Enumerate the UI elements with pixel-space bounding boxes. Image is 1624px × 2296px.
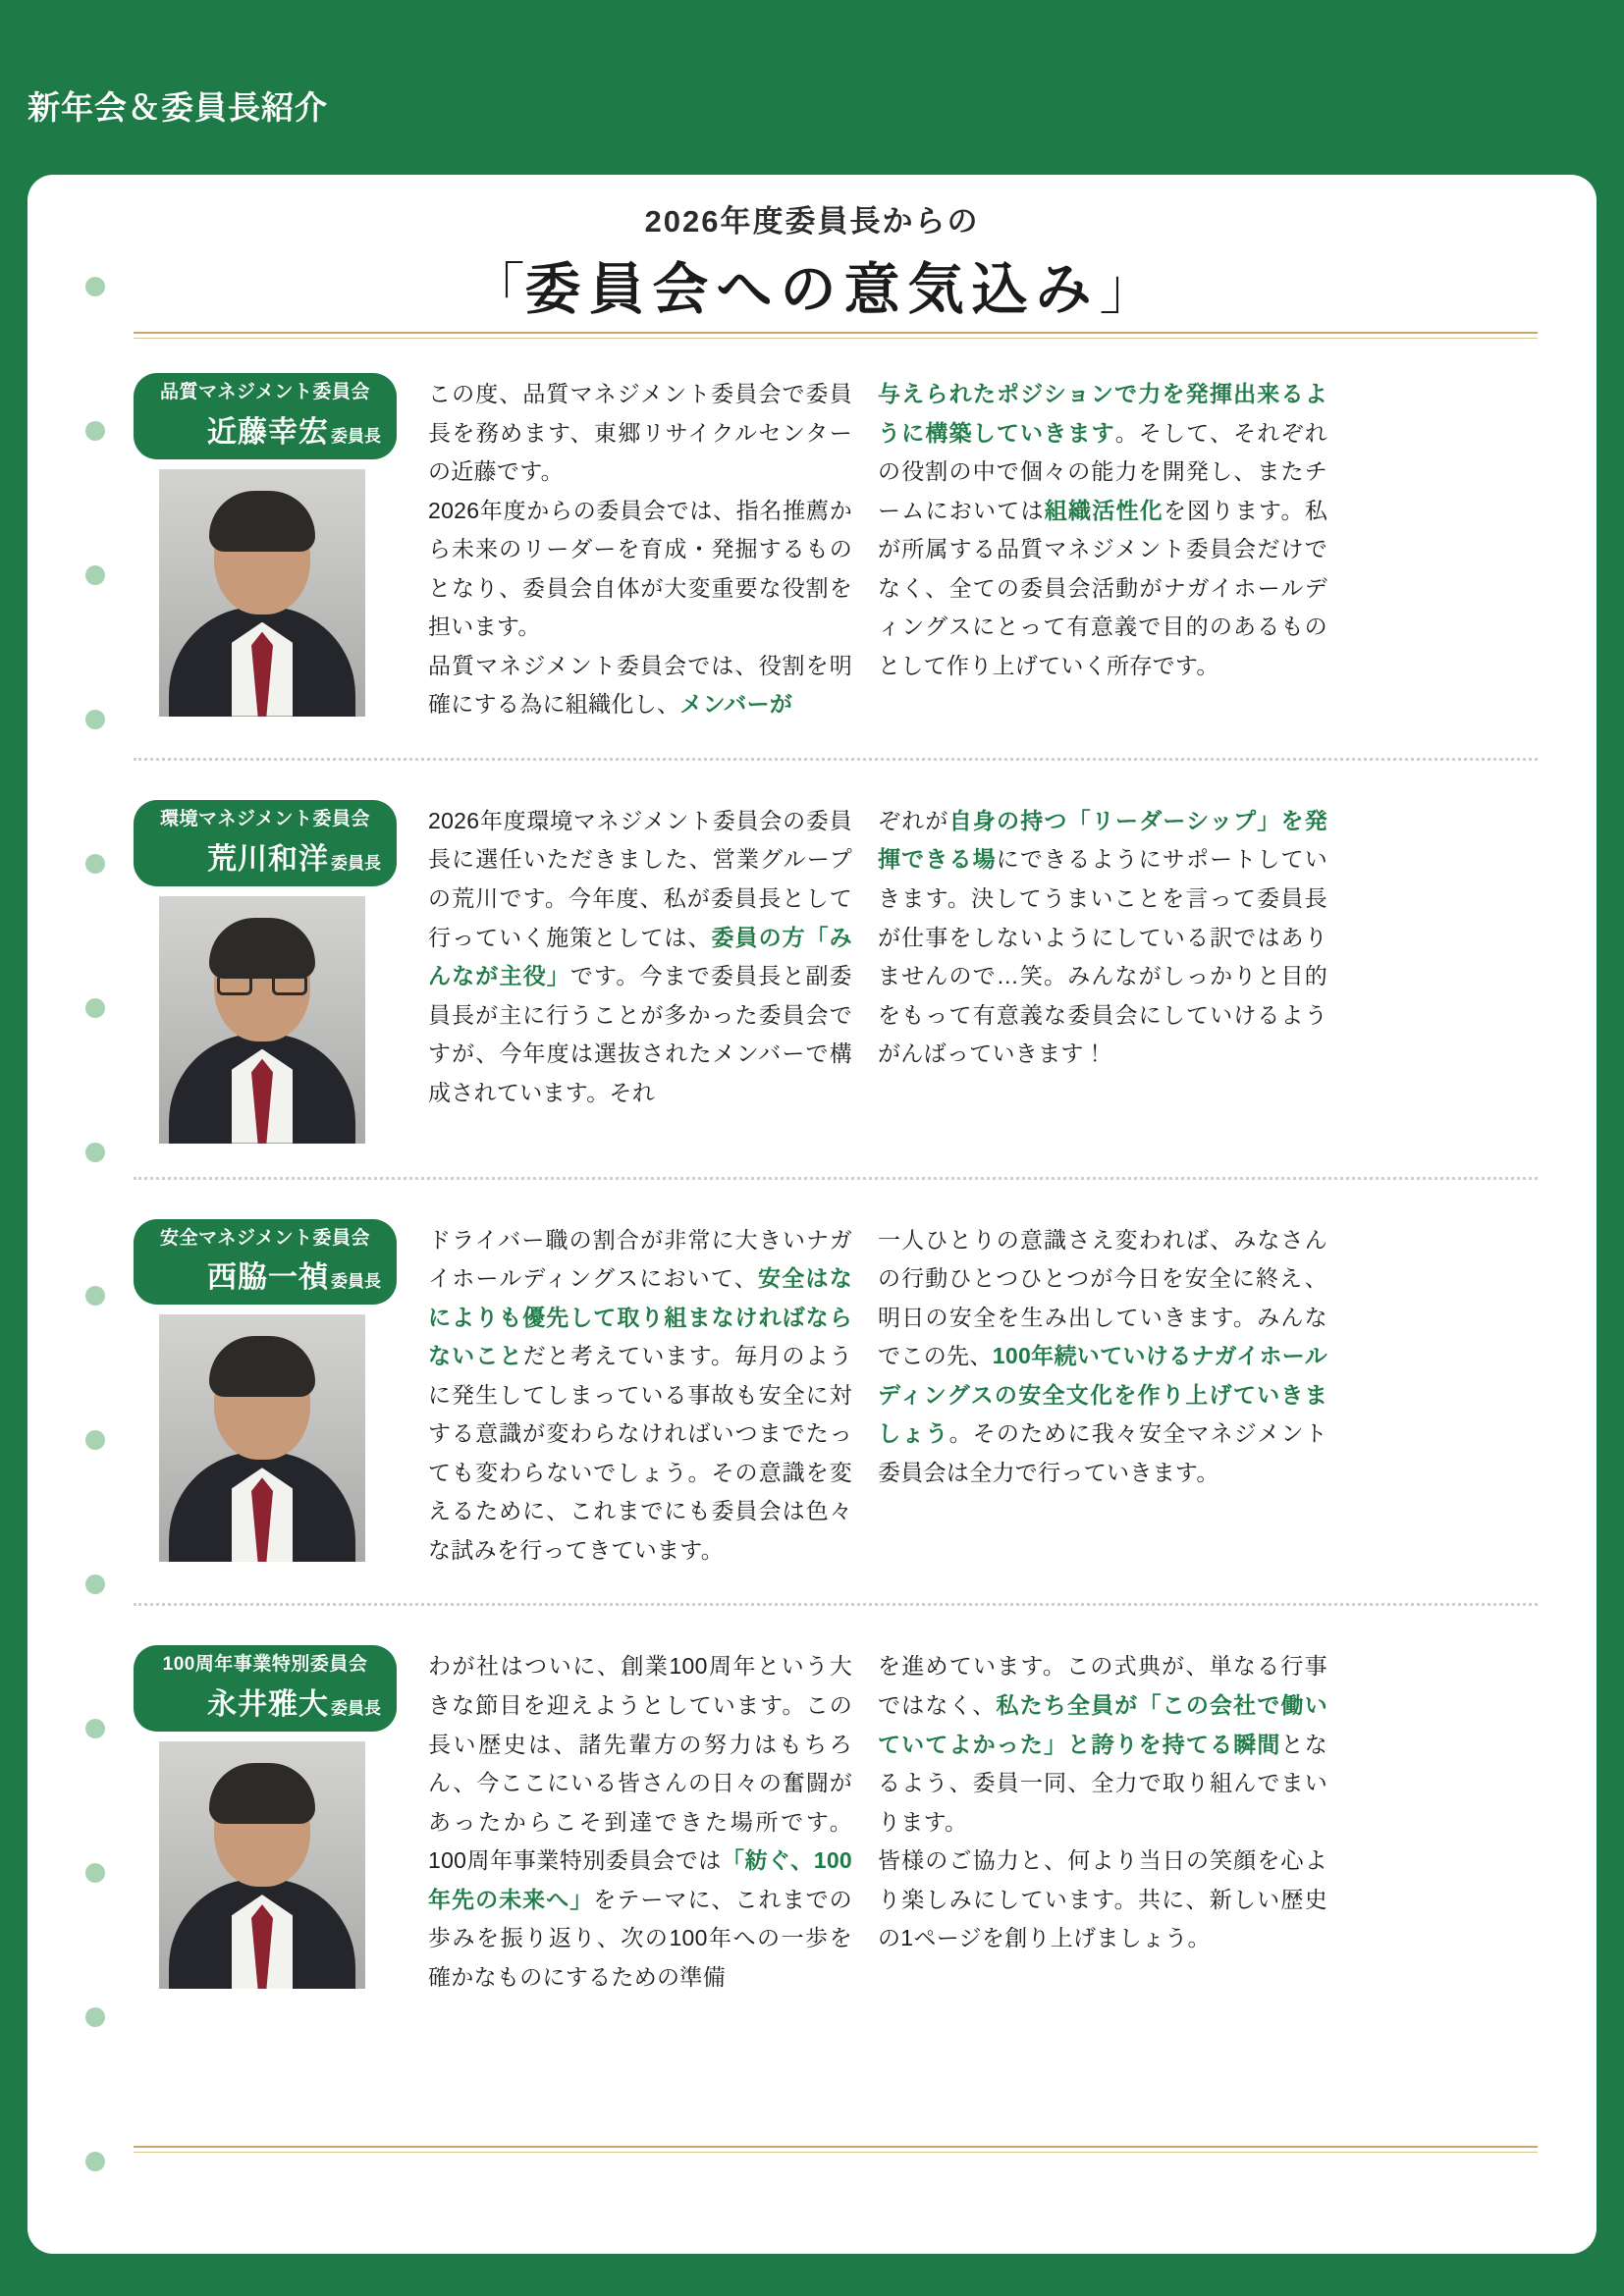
rail-dot xyxy=(85,1143,105,1162)
committee-name: 100周年事業特別委員会 xyxy=(162,1654,368,1676)
body-text: 。そのために我々安全マネジメント委員会は全力で行っていきます。 xyxy=(878,1420,1327,1485)
highlighted-text: 委員の方「みんなが主役」 xyxy=(428,924,852,989)
committee-badge xyxy=(134,800,397,886)
person-name-row xyxy=(149,1680,381,1723)
highlighted-text: 自身の持つ「リーダーシップ」を発揮できる場 xyxy=(878,807,1327,873)
person-name-row xyxy=(149,834,381,878)
committee-entry xyxy=(134,794,1538,1144)
rail-dot xyxy=(85,421,105,441)
body-text: 。そして、それぞれの役割の中で個々の能力を開発し、またチームにおいては xyxy=(878,419,1327,523)
rail-dot xyxy=(85,1575,105,1594)
rail-dot xyxy=(85,1863,105,1883)
committee-entry xyxy=(134,1639,1538,1997)
entry-separator xyxy=(134,758,1538,761)
divider-bottom xyxy=(134,2146,1538,2153)
rail-dot xyxy=(85,854,105,874)
committee-entry xyxy=(134,1213,1538,1571)
committee-badge xyxy=(134,1645,397,1732)
entry-columns xyxy=(428,1213,1538,1571)
title-block xyxy=(27,196,1597,325)
entry-text-column xyxy=(428,1647,878,1997)
person-block xyxy=(134,794,428,1144)
highlighted-text: 安全はなによりも優先して取り組まなければならないこと xyxy=(428,1265,853,1369)
entry-text-column xyxy=(878,802,1327,1112)
highlighted-text: 100年続いていけるナガイホールディングスの安全文化を作り上げていきましょう xyxy=(878,1343,1327,1447)
entry-text-column xyxy=(428,375,878,724)
highlighted-text: 組織活性化 xyxy=(1044,497,1164,523)
highlighted-text: 私たち全員が「この会社で働いていてよかった」と誇りを持てる瞬間 xyxy=(878,1692,1327,1757)
body-text: この度、品質マネジメント委員会で委員長を務めます、東郷リサイクルセンターの近藤です。 2026年度からの委員会では、指名推薦から未来のリーダーを育成・発掘するものとなり、委員会自体が大変重要な役割を担います。 品質マネジメント委員会では、役割を明確にする為に組織化し、 xyxy=(428,381,852,718)
person-photo xyxy=(159,1741,365,1989)
title-main-text: 委員会への意気込み xyxy=(524,256,1100,322)
body-text: 一人ひとりの意識さえ変われば、みなさんの行動ひとつひとつが今日を安全に終え、明日の安全を生み出していきます。みんなでこの先、 xyxy=(878,1226,1327,1369)
person-name-row xyxy=(149,1253,381,1296)
page-title: 新年会＆委員長紹介 xyxy=(27,89,328,126)
body-text: ぞれが xyxy=(878,807,949,833)
body-text: となるよう、委員一同、全力で取り組んでまいります。 皆様のご協力と、何より当日の笑顔を心より楽しみにしています。共に、新しい歴史の1ページを創り上げましょう。 xyxy=(878,1731,1327,1951)
entry-text-column xyxy=(428,1221,878,1571)
person-name: 荒川和洋 xyxy=(207,842,329,876)
committee-badge xyxy=(134,373,397,459)
entry-text-column xyxy=(878,1647,1327,1997)
body-text: を図ります。私が所属する品質マネジメント委員会だけでなく、全ての委員会活動がナガイホールディングスにとって有意義で目的のあるものとして作り上げていく所存です。 xyxy=(878,497,1327,678)
person-photo xyxy=(159,1314,365,1562)
body-text: をテーマに、これまでの歩みを振り返り、次の100年への一歩を確かなものにするための準備 xyxy=(428,1886,852,1990)
person-role: 委員長 xyxy=(331,853,381,873)
rail-dot xyxy=(85,565,105,585)
committee-entry-list xyxy=(134,367,1538,1997)
entry-columns xyxy=(428,794,1538,1112)
entry-columns xyxy=(428,367,1538,724)
rail-dot xyxy=(85,2007,105,2027)
committee-name: 安全マネジメント委員会 xyxy=(160,1227,370,1249)
divider-top xyxy=(134,332,1538,339)
person-block xyxy=(134,1213,428,1563)
rail-dot xyxy=(85,710,105,729)
body-text: 2026年度環境マネジメント委員会の委員長に選任いただきました、営業グループの荒川です。今年度、私が委員長として行っていく施策としては、 xyxy=(428,807,852,950)
divider-line-thick xyxy=(134,2146,1538,2148)
decorative-dot-rail xyxy=(84,277,106,2171)
body-text: わが社はついに、創業100周年という大きな節目を迎えようとしています。この長い歴史は、諸先輩方の努力はもちろん、今ここにいる皆さんの日々の奮闘があったからこそ到達できた場所です。100周年事業特別委員会では xyxy=(428,1653,852,1874)
divider-line-thin xyxy=(134,2152,1538,2153)
close-quote: 」 xyxy=(1099,257,1156,322)
person-name-row xyxy=(149,407,381,451)
entry-text-column xyxy=(428,802,878,1112)
entry-separator xyxy=(134,1177,1538,1180)
highlighted-text: メンバーが xyxy=(679,691,793,718)
person-block xyxy=(134,1639,428,1989)
highlighted-text: 与えられたポジションで力を発揮出来るように構築していきます xyxy=(878,381,1327,446)
rail-dot xyxy=(85,2152,105,2171)
body-text: ドライバー職の割合が非常に大きいナガイホールディングスにおいて、 xyxy=(428,1226,852,1292)
title-main xyxy=(27,244,1597,325)
title-subtitle: 2026年度委員長からの xyxy=(644,204,980,239)
divider-line-thick xyxy=(134,332,1538,334)
person-role: 委員長 xyxy=(331,1272,381,1292)
entry-columns xyxy=(428,1639,1538,1997)
highlighted-text: 「紡ぐ、100年先の未来へ」 xyxy=(428,1847,853,1912)
photo-glasses xyxy=(217,971,307,994)
entry-separator xyxy=(134,1603,1538,1606)
body-text: を進めています。この式典が、単なる行事ではなく、 xyxy=(878,1653,1327,1719)
body-text: だと考えています。毎月のように発生してしまっている事故も安全に対する意識が変わらなければいつまでたっても変わらないでしょう。その意識を変えるために、これまでにも委員会は色々な試みを行ってきています。 xyxy=(428,1343,852,1563)
rail-dot xyxy=(85,1286,105,1306)
committee-entry xyxy=(134,367,1538,724)
rail-dot xyxy=(85,998,105,1018)
body-text: にできるようにサポートしていきます。決してうまいことを言って委員長が仕事をしないようにしている訳ではありませんので…笑。みんながしっかりと目的をもって有意義な委員会にしていけるようがんばっていきます！ xyxy=(878,846,1327,1067)
person-name: 永井雅大 xyxy=(207,1688,329,1722)
divider-line-thin xyxy=(134,338,1538,339)
person-photo xyxy=(159,469,365,717)
committee-name: 環境マネジメント委員会 xyxy=(160,808,370,829)
person-block xyxy=(134,367,428,717)
body-text: です。今まで委員長と副委員長が主に行うことが多かった委員会ですが、今年度は選抜されたメンバーで構成されています。それ xyxy=(428,963,852,1105)
person-name: 近藤幸宏 xyxy=(207,415,329,449)
committee-badge xyxy=(134,1219,397,1306)
content-card xyxy=(27,175,1597,2254)
entry-text-column xyxy=(878,375,1327,724)
rail-dot xyxy=(85,1719,105,1738)
person-name: 西脇一禎 xyxy=(207,1261,329,1295)
open-quote: 「 xyxy=(468,257,525,322)
person-photo xyxy=(159,896,365,1144)
person-role: 委員長 xyxy=(331,426,381,446)
committee-name: 品質マネジメント委員会 xyxy=(160,382,370,402)
rail-dot xyxy=(85,1430,105,1450)
entry-text-column xyxy=(878,1221,1327,1571)
person-role: 委員長 xyxy=(331,1699,381,1719)
